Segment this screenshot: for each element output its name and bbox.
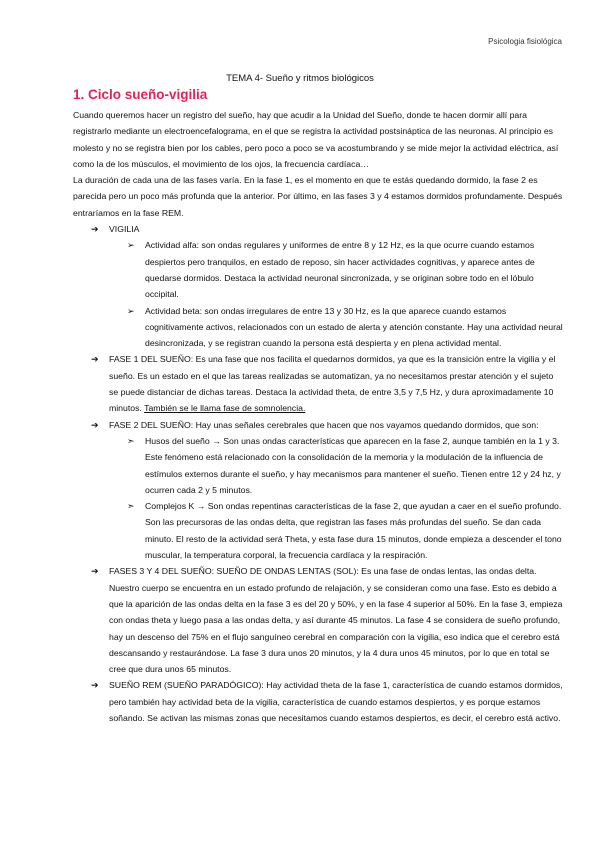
intro-paragraph-2: La duración de cada una de las fases varía. En la fase 1, es el momento en que te estás quedando dormido, la fase 2 es parecida pero un poco más profunda que la anterior. Por último, en las fases 3 y 4 estamos dormidos profundamente. Después entraríamos en la fase REM. bbox=[73, 175, 563, 218]
sub-bullet-icon: ➣ bbox=[127, 501, 135, 512]
main-bullet-list bbox=[73, 221, 563, 726]
vigilia-sublist bbox=[73, 237, 563, 351]
husos-text: Husos del sueño → Son unas ondas características que aparecen en la fase 2, aunque también en la 1 y 3. Este fenómeno está relacionado con la consolidación de la memoria y la modulación de la influencia de estímulos externos durante el sueño, y hay mecanismos para mantener el sueño. Tienen entre 12 y 24 hz, y ocurren cada 2 y 5 minutos. bbox=[145, 435, 561, 495]
sub-bullet-icon: ➢ bbox=[127, 305, 135, 316]
list-item-fase34 bbox=[73, 563, 563, 677]
arrow-bullet-icon: ➔ bbox=[91, 680, 99, 691]
sub-bullet-icon: ➢ bbox=[127, 240, 135, 251]
list-item-rem bbox=[73, 677, 563, 726]
intro-paragraph-1: Cuando queremos hacer un registro del sueño, hay que acudir a la Unidad del Sueño, donde te hacen dormir allí para registrarlo mediante un electroencefalograma, en el que se registra la actividad postsináptica de las neuronas. Al principio es molesto y no se registra bien por los cables, pero poco a poco se va acostumbrando y se mide mejor la actividad eléctrica, así como la de los músculos, el movimiento de los ojos, la frecuencia cardíaca… bbox=[73, 110, 559, 169]
list-item-fase2 bbox=[73, 417, 563, 564]
fase2-text: FASE 2 DEL SUEÑO: Hay unas señales cerebrales que hacen que nos vayamos quedando dormidos, que son: bbox=[109, 419, 539, 430]
arrow-bullet-icon: ➔ bbox=[91, 224, 99, 235]
section-heading: 1. Ciclo sueño-vigilia bbox=[73, 87, 208, 102]
list-item-fase1 bbox=[73, 351, 563, 416]
list-item bbox=[73, 303, 563, 352]
complejos-k-text: Complejos K → Son ondas repentinas características de la fase 2, que ayudan a caer en el sueño profundo. Son las precursoras de las ondas delta, que registran las fases más profundas del sueño. Se dan cada minuto. El resto de la actividad será Theta, y esta fase dura 15 minutos, donde empieza a descender el tono muscular, la temperatura corporal, la frecuencia cardíaca y la respiración. bbox=[145, 501, 562, 561]
list-item-vigilia bbox=[73, 221, 563, 351]
fase2-sublist bbox=[73, 433, 563, 563]
list-item bbox=[73, 498, 563, 563]
vigilia-label: VIGILIA bbox=[109, 224, 140, 235]
rem-text: SUEÑO REM (SUEÑO PARADÓGICO): Hay actividad theta de la fase 1, característica de cuando estamos dormidos, pero también hay actividad beta de la vigilia, característica de cuando estamos despiertos, y es porque estamos soñando. Se activan las mismas zonas que necesitamos cuando estamos despiertos, es decir, el cerebro está activo. bbox=[109, 680, 563, 723]
fase34-text: FASES 3 Y 4 DEL SUEÑO: SUEÑO DE ONDAS LENTAS (SOL): Es una fase de ondas lentas, las ondas delta. Nuestro cuerpo se encuentra en un estado profundo de relajación, y se consideran como una fase. Esto es debido a que la aparición de las ondas delta en la fase 3 es del 20 y 50%, y en la fase 4 superior al 50%. En la fase 3, empieza con ondas theta y luego pasa a las ondas delta, y así durante 45 minutos. La fase 4 se considera de sueño profundo, hay un descenso del 75% en el flujo sanguíneo cerebral en comparación con la vigilia, eso indica que el cerebro está descansando y restaurándose. La fase 3 dura unos 20 minutos, y la 4 dura unos 45 minutos, por lo que en total se cree que dura unos 65 minutos. bbox=[109, 566, 563, 675]
alpha-activity-text: Actividad alfa: son ondas regulares y uniformes de entre 8 y 12 Hz, es la que ocurre cuando estamos despiertos pero tranquilos, en estado de reposo, sin hacer actividades cognitivas, y aparece antes de quedarse dormidos. Destaca la actividad neuronal sincronizada, y se originan sobre todo en el lóbulo occipital. bbox=[145, 240, 535, 300]
fase1-text: FASE 1 DEL SUEÑO: Es una fase que nos facilita el quedarnos dormidos, ya que es la transición entre la vigilia y el sueño. Es un estado en el que las tareas realizadas se automatizan, ya no necesitamos prestar atención y el sujeto se puede distanciar de dichas tareas. Destaca la actividad theta, de entre 3,5 y 7,5 Hz, y dura aproximadamente 10 minutos. bbox=[109, 354, 556, 414]
arrow-bullet-icon: ➔ bbox=[91, 354, 99, 365]
beta-activity-text: Actividad beta: son ondas irregulares de entre 13 y 30 Hz, es la que aparece cuando estamos cognitivamente activos, relacionados con un estado de alerta y atención constante. Hay una actividad neural desincronizada, y se registran cuando la persona está despierta y en plena actividad mental. bbox=[145, 305, 563, 349]
list-item bbox=[73, 237, 563, 302]
arrow-bullet-icon: ➔ bbox=[91, 566, 99, 577]
document-title: TEMA 4- Sueño y ritmos biológicos bbox=[226, 73, 374, 84]
list-item bbox=[73, 433, 563, 498]
document-body bbox=[73, 107, 563, 726]
fase1-underlined-text: También se le llama fase de somnolencia. bbox=[144, 403, 306, 414]
header-subject: Psicologia fisiológica bbox=[488, 37, 562, 46]
arrow-bullet-icon: ➔ bbox=[91, 419, 99, 430]
sub-bullet-icon: ➣ bbox=[127, 435, 135, 446]
